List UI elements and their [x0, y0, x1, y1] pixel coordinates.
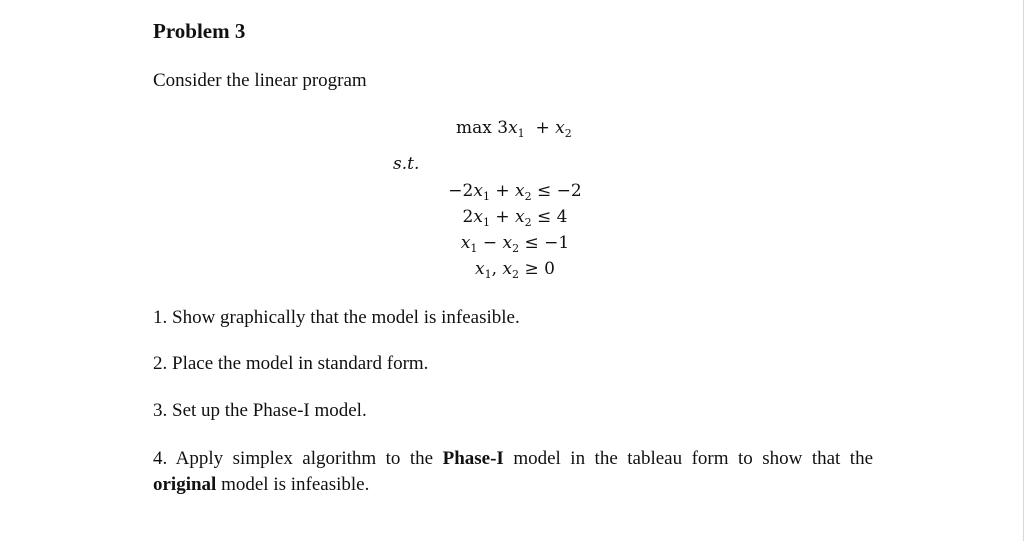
question-4-line-1: 4. Apply simplex algorithm to the Phase-I model in the tableau form to show that the [153, 448, 874, 469]
objective-function [456, 118, 572, 138]
constraint-row: $2x_1 + x_2 \le 4$ [462, 207, 568, 229]
objective-sub: 2 [564, 127, 572, 140]
question-1: 1. Show graphically that the model is infeasible. [153, 307, 520, 328]
constraint-row: $-2x_1 + x_2 \le -2$ [448, 181, 582, 203]
question-4 [153, 446, 873, 498]
problem-title: Problem 3 [153, 19, 246, 43]
objective-plus: + [535, 118, 550, 138]
constraint-row: $x_1$, $x_2 \ge 0$ [475, 259, 555, 281]
phase-i-emphasis: Phase-I [442, 448, 504, 469]
question-4-line-2: original model is infeasible. [153, 474, 370, 495]
objective-coef: 3 [497, 118, 509, 138]
objective-var: x [508, 118, 518, 138]
intro-text: Consider the linear program [153, 70, 367, 91]
objective-sub: 1 [517, 127, 525, 140]
question-2: 2. Place the model in standard form. [153, 353, 429, 374]
original-emphasis: original [153, 474, 217, 495]
question-3: 3. Set up the Phase-I model. [153, 400, 367, 421]
objective-var: x [555, 118, 565, 138]
subject-to-label: s.t. [393, 154, 420, 174]
constraint-block [440, 180, 590, 284]
objective-op: max [456, 118, 492, 138]
constraint-row: $x_1 - x_2 \le -1$ [460, 233, 570, 255]
